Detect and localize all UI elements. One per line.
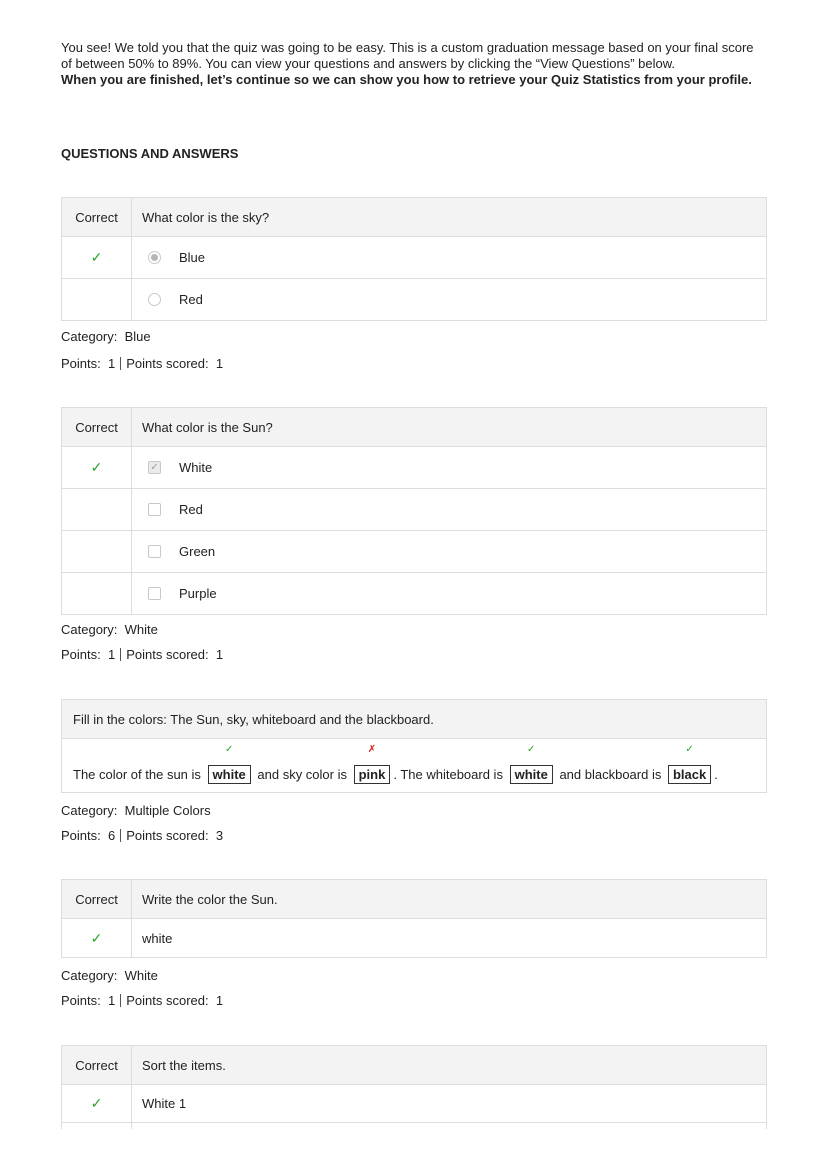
answer-label: Blue <box>179 250 206 265</box>
check-icon: ✓ <box>90 459 103 475</box>
checkbox-unchecked <box>148 545 161 558</box>
check-icon: ✓ <box>685 744 694 755</box>
question-5-table <box>61 1045 767 1129</box>
answer-row <box>62 572 766 614</box>
correct-header: Correct <box>62 198 132 236</box>
question-text: Write the color the Sun. <box>142 891 278 907</box>
answer-label: Green <box>179 544 216 559</box>
question-1-points: Points: 1 Points scored: 1 <box>61 356 224 371</box>
fill-blank-sentence: The color of the sun is ✓ white and sky color is ✗ pink . The whiteboard is ✓ white and blackboard is ✓ black . <box>73 744 718 782</box>
answer-label: Red <box>179 502 203 517</box>
answer-row <box>62 236 766 278</box>
correct-header: Correct <box>62 408 132 446</box>
answer-label: Red <box>179 292 203 307</box>
cross-icon: ✗ <box>367 744 377 755</box>
question-4-category: Category: White <box>61 968 158 983</box>
answer-row <box>62 278 766 320</box>
question-text: What color is the sky? <box>142 209 270 225</box>
question-2-table <box>61 407 767 615</box>
checkbox-checked-icon: ✓ <box>148 461 161 474</box>
answer-row <box>62 918 766 957</box>
answer-row <box>62 1084 766 1123</box>
correct-header: Correct <box>62 880 132 918</box>
answer-row <box>62 446 766 488</box>
intro-bold-text: When you are finished, let’s continue so we can show you how to retrieve your Quiz Statistics from your profile. <box>61 72 752 87</box>
answer-row <box>62 488 766 530</box>
checkbox-unchecked <box>148 503 161 516</box>
check-icon: ✓ <box>90 249 103 265</box>
question-text: What color is the Sun? <box>142 419 273 435</box>
answer-label: white <box>142 930 173 946</box>
intro-text: You see! We told you that the quiz was going to be easy. This is a custom graduation message based on your final score of between 50% to 89%. You can view your questions and answers by clicking the “View Questions” below. <box>61 40 754 71</box>
answer-label: White <box>179 460 213 475</box>
answer-row <box>62 530 766 572</box>
check-icon: ✓ <box>90 929 103 946</box>
check-icon: ✓ <box>224 744 234 755</box>
question-4-table <box>61 879 767 958</box>
section-title: QUESTIONS AND ANSWERS <box>61 146 239 161</box>
question-1-table <box>61 197 767 321</box>
question-2-category: Category: White <box>61 622 158 637</box>
question-text: Sort the items. <box>142 1057 226 1073</box>
question-3-category: Category: Multiple Colors <box>61 803 211 818</box>
correct-header: Correct <box>62 1046 132 1084</box>
radio-unselected <box>148 293 161 306</box>
radio-selected <box>148 251 161 264</box>
answer-label: Purple <box>179 586 217 601</box>
fill-blank-answer: ✓ white <box>208 765 251 784</box>
answer-label: White 1 <box>142 1096 187 1111</box>
checkbox-unchecked <box>148 587 161 600</box>
question-1-category: Category: Blue <box>61 329 151 344</box>
fill-blank-answer: ✗ pink <box>354 765 391 784</box>
check-icon: ✓ <box>526 744 536 755</box>
question-3-points: Points: 6 Points scored: 3 <box>61 828 224 843</box>
question-4-points: Points: 1 Points scored: 1 <box>61 993 224 1008</box>
check-icon: ✓ <box>90 1095 103 1111</box>
intro-message <box>61 40 761 88</box>
fill-blank-answer: ✓ white <box>510 765 553 784</box>
fill-blank-answer: ✓ black <box>668 765 711 784</box>
question-3-table <box>61 699 767 793</box>
question-text: Fill in the colors: The Sun, sky, whiteboard and the blackboard. <box>62 700 766 738</box>
question-2-points: Points: 1 Points scored: 1 <box>61 647 224 662</box>
